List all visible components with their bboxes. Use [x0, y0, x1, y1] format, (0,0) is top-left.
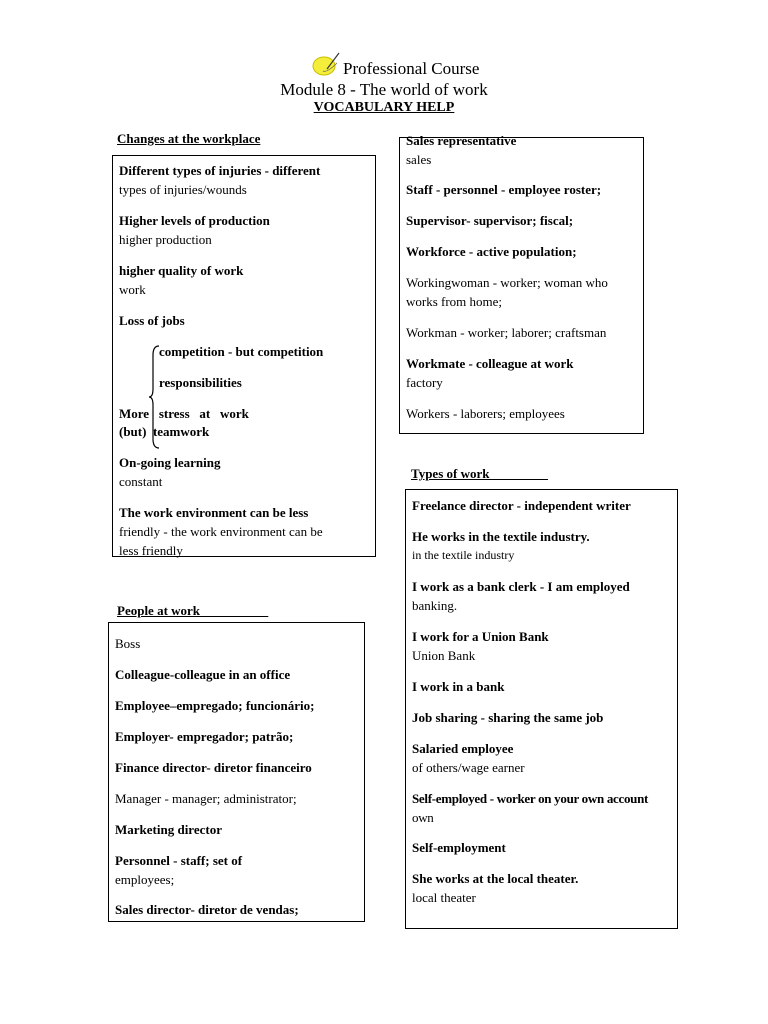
list-item: Job sharing - sharing the same job	[412, 710, 604, 725]
list-item: On-going learning constant	[119, 455, 221, 489]
list-item: Staff - personnel - employee roster;	[406, 182, 602, 197]
list-item: Workingwoman - worker; woman who works from home;	[406, 275, 608, 309]
list-item: Loss of jobs	[119, 313, 185, 328]
list-item: Sales director- diretor de vendas;	[115, 902, 299, 917]
list-item: higher quality of work work	[119, 263, 244, 297]
list-item: Higher levels of production higher production	[119, 213, 270, 247]
list-item: She works at the local theater. local theater	[412, 871, 579, 905]
lemon-logo-icon	[311, 51, 341, 77]
list-item: Self-employed - worker on your own account own	[412, 791, 649, 825]
list-item: Salaried employee of others/wage earner	[412, 741, 525, 775]
list-item: Workman - worker; laborer; craftsman	[406, 325, 607, 340]
list-item: I work in a bank	[412, 679, 505, 694]
list-item: The work environment can be less friendly - the work environment can be less friendly	[119, 505, 323, 558]
list-item: Supervisor- supervisor; fiscal;	[406, 213, 574, 228]
list-item: Freelance director - independent writer	[412, 498, 631, 513]
list-item: Workers - laborers; employees	[406, 406, 565, 421]
list-item: Marketing director	[115, 822, 222, 837]
types-heading: Types of work	[411, 466, 548, 481]
list-item: Employee–empregado; funcionário;	[115, 698, 315, 713]
list-item: He works in the textile industry. in the textile industry	[412, 529, 590, 562]
vocabulary-heading: VOCABULARY HELP	[313, 100, 455, 115]
list-item: Manager - manager; administrator;	[115, 791, 297, 806]
module-title: Module 8 - The world of work	[280, 80, 488, 99]
types-box	[405, 489, 678, 929]
list-item: Colleague-colleague in an office	[115, 667, 291, 682]
people-heading: People at work	[117, 603, 269, 618]
list-item: Sales representative sales	[406, 133, 517, 167]
list-item: Boss	[115, 636, 141, 651]
list-item: Self-employment	[412, 840, 506, 855]
people-box	[108, 622, 365, 922]
list-item: More stress at work	[119, 406, 249, 421]
list-item: Workmate - colleague at work factory	[406, 356, 574, 390]
list-item: Employer- empregador; patrão;	[115, 729, 294, 744]
list-item: Different types of injuries - different types of injuries/wounds	[119, 163, 321, 197]
list-item: I work as a bank clerk - I am employed banking.	[412, 579, 630, 613]
list-item: Workforce - active population;	[406, 244, 577, 259]
changes-heading: Changes at the workplace	[117, 131, 261, 146]
list-item: competition - but competition	[159, 344, 324, 359]
list-item: Personnel - staff; set of employees;	[115, 853, 243, 887]
list-item: I work for a Union Bank Union Bank	[412, 629, 549, 663]
list-item: Finance director- diretor financeiro	[115, 760, 312, 775]
course-title: Professional Course	[343, 59, 480, 78]
changes-box	[112, 155, 376, 557]
list-item: responsibilities	[159, 375, 242, 390]
staff-box	[399, 133, 644, 434]
list-item: (but) teamwork	[119, 424, 210, 439]
